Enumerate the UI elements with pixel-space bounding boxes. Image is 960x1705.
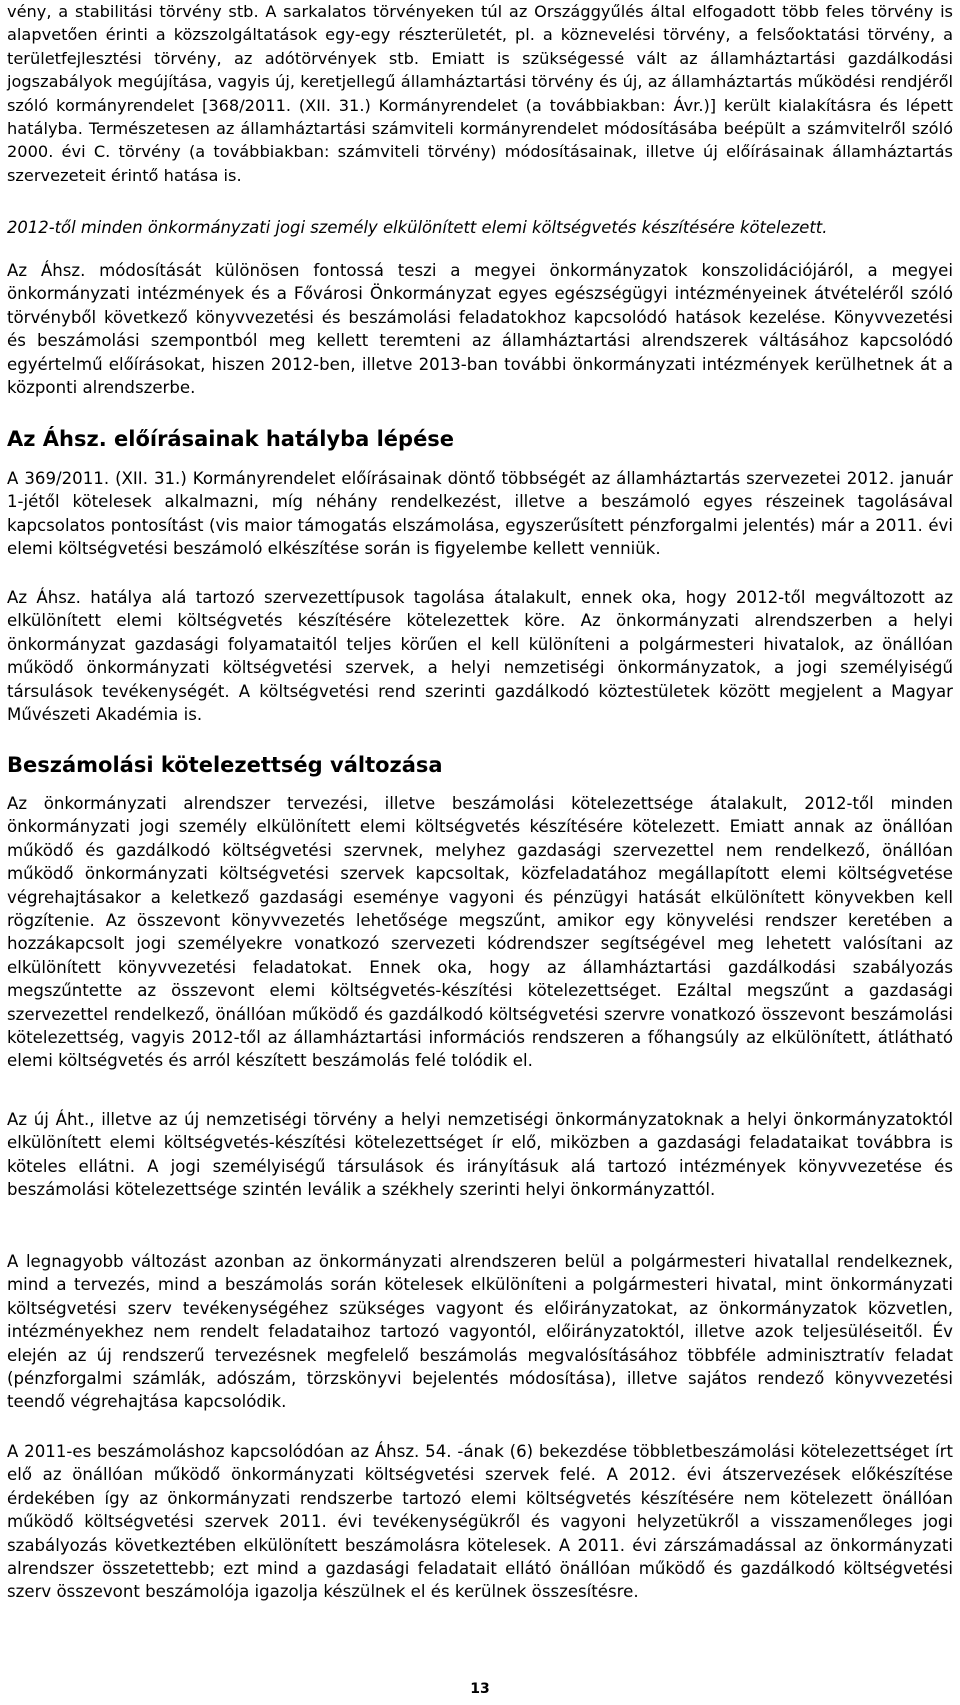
paragraph-intro: vény, a stabilitási törvény stb. A sarkalatos törvényeken túl az Országgyűlés által elfogadott több feles törvény is alapvetően érinti a közszolgáltatások egy-egy részterületét, pl. a köznevelési törvény, a felsőoktatási törvény, a területfejlesztési törvény, az adótörvények stb. Emiatt is szükségessé vált az államháztartási gazdálkodási jogszabályok megújítása, vagyis új, keretjellegű államháztartási törvény és új, az államháztartás működési rendjéről szóló kormányrendelet [368/2011. (XII. 31.) Kormányrendelet (a továbbiakban: Ávr.)] került kialakításra és lépett hatályba. Természetesen az államháztartási számviteli kormányrendelet módosításába beépült a számvitelről szóló 2000. évi C. törvény (a továbbiakban: számviteli törvény) módosításainak, illetve új előírásainak államháztartás szervezeteit érintő hatása is.	[7, 2, 953, 185]
paragraph-ahsz-modification: Az Áhsz. módosítását különösen fontossá teszi a megyei önkormányzatok konszolidációjáról, a megyei önkormányzati intézmények és a Fővárosi Önkormányzat egyes egészségügyi intézményeinek átvételéről szóló törvényből következő könyvvezetési és beszámolási feladatokhoz kapcsolódó hatások kezelése. Könyvvezetési és beszámolási szempontból meg kellett teremteni az államháztartási alrendszerek váltásához kapcsolódó egyértelmű előírásokat, hiszen 2012-ben, illetve 2013-ban további önkormányzati intézmények kerülhetnek át a központi alrendszerbe.	[7, 261, 953, 398]
section-heading-reporting-obligation: Beszámolási kötelezettség változása	[7, 753, 443, 777]
paragraph-biggest-change: A legnagyobb változást azonban az önkormányzati alrendszeren belül a polgármesteri hivatallal rendelkeznek, mind a tervezés, mind a beszámolás során kötelesek elkülöníteni a polgármesteri hivatal, mint önkormányzati költségvetési szerv tevékenységéhez szükséges vagyont és előirányzatokat, az önkormányzatok közvetlen, intézményekhez nem rendelt feladataihoz tartozó vagyontól, előirányzatoktól, illetve azok teljesüléseitől. Év elején az új rendszerű tervezésnek megfelelő beszámolás megvalósításához többféle adminisztratív feladat (pénzforgalmi számlák, adószám, törzskönyvi bejelentés módosítása), illetve sajátos rendező könyvvezetési teendő végrehajtása kapcsolódik.	[7, 1252, 953, 1412]
section-heading-effective-date: Az Áhsz. előírásainak hatályba lépése	[7, 427, 455, 451]
paragraph-2011-reporting: A 2011-es beszámoláshoz kapcsolódóan az Áhsz. 54. -ának (6) bekezdése többletbeszámolási kötelezettséget írt elő az önállóan működő önkormányzati költségvetési szervek felé. A 2012. évi átszervezések előkészítése érdekében így az önkormányzati rendszerbe tartozó elemi költségvetés készítésére nem kötelezett önállóan működő költségvetési szervek 2011. évi tevékenységükről és vagyoni helyzetükről a visszamenőleges jogi szabályozás következtében elkülönített beszámolásra kötelesek. A 2011. évi zárszámadással az önkormányzati alrendszer összetettebb; ezt mind a gazdasági feladatait ellátó önállóan működő és gazdálkodó költségvetési szerv összevont beszámolója igazolja készülnek el és kerülnek összesítésre.	[7, 1442, 953, 1602]
paragraph-regulation-369: A 369/2011. (XII. 31.) Kormányrendelet előírásainak döntő többségét az államháztartás szervezetei 2012. január 1-jétől kötelesek alkalmazni, míg néhány rendelkezést, illetve a beszámoló egyes részeinek tagolásával kapcsolatos pontosítást (vis maior támogatás elszámolása, egyszerűsített pénzforgalmi jelentés) már a 2011. évi elemi költségvetési beszámoló elkészítése során is figyelembe kellett venniük.	[7, 469, 953, 559]
page-number: 13	[470, 1681, 490, 1697]
paragraph-italic-note: 2012-től minden önkormányzati jogi személy elkülönített elemi költségvetés készítésére kötelezett.	[7, 218, 828, 237]
paragraph-new-aht: Az új Áht., illetve az új nemzetiségi törvény a helyi nemzetiségi önkormányzatoknak a helyi önkormányzatoktól elkülönített elemi költségvetés-készítési kötelezettséget ír elő, miközben a gazdasági feladataikat továbbra is köteles ellátni. A jogi személyiségű társulások és irányításuk alá tartozó intézmények könyvvezetése és beszámolási kötelezettsége szintén leválik a székhely szerinti helyi önkormányzattól.	[7, 1110, 953, 1200]
paragraph-municipal-subsystem: Az önkormányzati alrendszer tervezési, illetve beszámolási kötelezettsége átalakult, 2012-től minden önkormányzati jogi személy elkülönített elemi költségvetés készítésére kötelezett. Emiatt annak az önállóan működő és gazdálkodó költségvetési szervnek, melyhez gazdasági szervezettel nem rendelkező, önállóan működő önkormányzati költségvetési szervek kapcsoltak, közfeladatához megállapított elemi költségvetése végrehajtásakor a keletkező gazdasági eseménye vagyoni és pénzügyi hatását elkülönített könyvekben kell rögzítenie. Az összevont könyvvezetés lehetősége megszűnt, amikor egy könyvelési rendszer keretében a hozzákapcsolt jogi személyekre vonatkozó szervezeti kódrendszer segítségével meg lehetett valósítani az elkülönített könyvvezetési feladatokat. Ennek oka, hogy az államháztartási gazdálkodási szabályozás megszűntette az összevont elemi költségvetés-készítési kötelezettséget. Ezáltal megszűnt a gazdasági szervezettel rendelkező, önállóan működő és gazdálkodó költségvetési szervre vonatkozó összevont beszámolási kötelezettség, vagyis 2012-től az államháztartási információs rendszeren a főhangsúly az elkülönített, átlátható elemi költségvetés és arról készített beszámolás felé tolódik el.	[7, 794, 953, 1071]
paragraph-organization-types: Az Áhsz. hatálya alá tartozó szervezettípusok tagolása átalakult, ennek oka, hogy 2012-től megváltozott az elkülönített elemi költségvetés készítésére kötelezettek köre. Az önkormányzati alrendszerben a helyi önkormányzat gazdasági folyamataitól teljes körűen el kell különíteni a polgármesteri hivatalok, az önállóan működő önkormányzati költségvetési szervek, a helyi nemzetiségi önkormányzatok, a jogi személyiségű társulások tevékenységét. A költségvetési rend szerinti gazdálkodó köztestületek között megjelent a Magyar Művészeti Akadémia is.	[7, 588, 953, 725]
